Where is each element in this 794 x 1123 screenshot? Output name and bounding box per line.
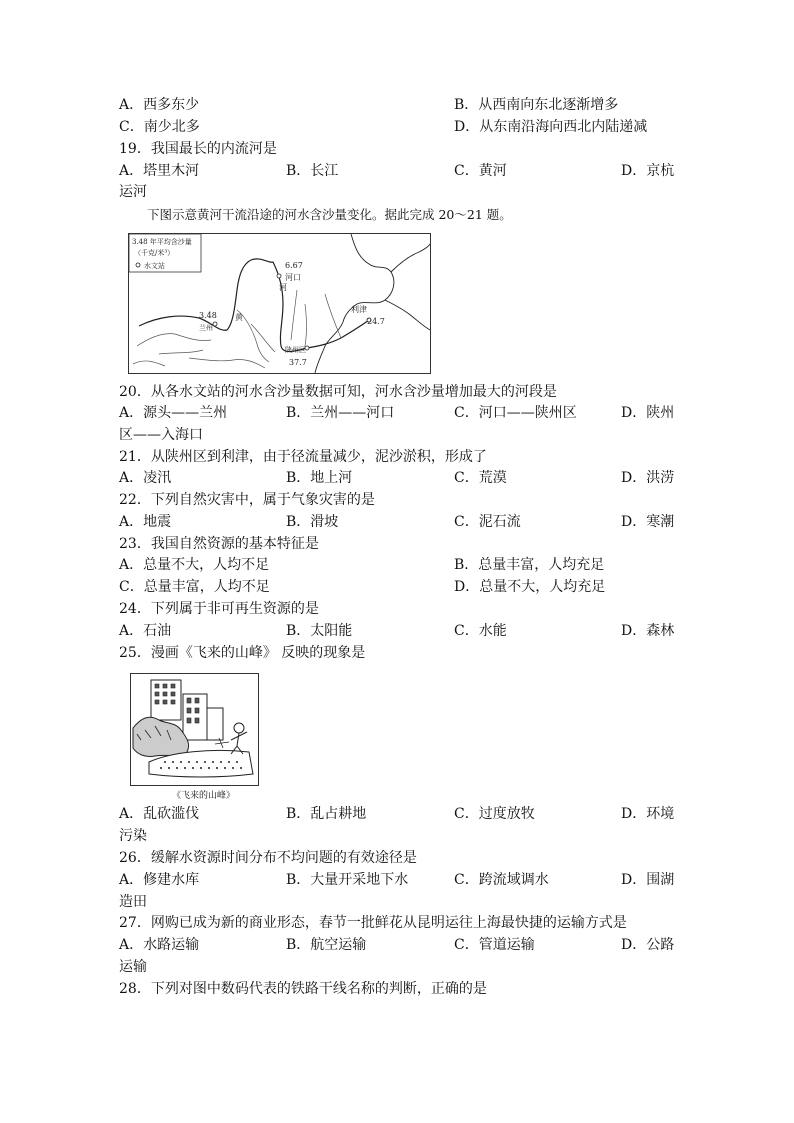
q27-option-c: C．管道运输 [454,937,535,953]
map-legend-unit: （千克/米³） [134,249,175,257]
q23-stem: 23．我国自然资源的基本特征是 [119,536,319,552]
q25-option-a: A．乱砍滥伐 [119,806,200,822]
tributary-5 [305,304,307,346]
value-lanzhou: 3.48 [199,311,217,320]
q23-option-b: B．总量丰富，人均充足 [454,557,605,573]
tributary-1 [137,334,211,346]
q27-stem: 27．网购已成为新的商业形态，春节一批鲜花从昆明运往上海最快捷的运输方式是 [119,915,627,931]
q19-stem: 19．我国最长的内流河是 [119,141,277,157]
q18-option-a: A．西多东少 [119,97,200,113]
q25-option-c: C．过度放牧 [454,806,535,822]
q21-stem: 21．从陕州区到利津，由于径流量减少，泥沙淤积，形成了 [119,449,487,465]
yellow-river-sediment-map [128,233,431,374]
q22-option-d: D．寒潮 [621,514,675,530]
label-huang: 黄 [235,313,243,322]
q22-option-a: A．地震 [119,514,172,530]
q26-option-d-continued: 造田 [119,894,147,910]
station-hekou-icon [277,274,281,278]
q23-option-a: A．总量不大，人均不足 [119,557,270,573]
q25-stem: 25．漫画《飞来的山峰》 反映的现象是 [119,645,366,661]
q21-option-b: B．地上河 [286,470,353,486]
coastline [315,234,394,373]
value-shanzhou: 37.7 [289,358,307,367]
value-lijin: 24.7 [367,317,385,326]
label-shanzhou: 陕州区 [285,346,306,354]
cartoon-drawing [131,674,258,785]
q25-option-b: B．乱占耕地 [286,806,367,822]
q27-option-a: A．水路运输 [119,937,200,953]
q26-option-a: A．修建水库 [119,872,200,888]
q24-option-b: B．太阳能 [286,623,353,639]
q25-option-d-continued: 污染 [119,828,147,844]
q28-stem: 28．下列对图中数码代表的铁路干线名称的判断，正确的是 [119,981,487,997]
q18-option-c: C．南少北多 [119,119,200,135]
flying-mountain [133,717,189,756]
q19-option-a: A．塔里木河 [119,163,200,179]
q18-option-b: B．从西南向东北逐渐增多 [454,97,619,113]
q25-option-d: D．环境 [621,806,675,822]
map-legend-title: 3.48 年平均含沙量 [132,238,192,246]
cartoon-caption: 《飞来的山峰》 [172,791,236,801]
label-lijin: 利津 [351,305,367,314]
yellow-river [139,259,369,352]
tributary-7 [325,294,341,338]
q24-option-c: C．水能 [454,623,507,639]
q19-option-d-continued: 运河 [119,184,147,200]
building-right [207,708,223,740]
q27-option-d: D．公路 [621,937,675,953]
q26-option-c: C．跨流域调水 [454,872,549,888]
label-hekou: 河口 [285,273,301,282]
q21-option-c: C．荒漠 [454,470,507,486]
q22-option-c: C．泥石流 [454,514,521,530]
q27-option-b: B．航空运输 [286,937,367,953]
q20-option-b: B．兰州——河口 [286,405,395,421]
tributary-3 [133,361,165,366]
tributary-fen [291,290,297,340]
q22-stem: 22．下列自然灾害中，属于气象灾害的是 [119,492,375,508]
q18-option-d: D．从东南沿海向西北内陆递减 [454,119,648,135]
q23-option-c: C．总量丰富，人均不足 [119,579,270,595]
q19-option-c: C．黄河 [454,163,507,179]
q26-option-b: B．大量开采地下水 [286,872,409,888]
q20-option-a: A．源头——兰州 [119,405,228,421]
q27-option-d-continued: 运输 [119,959,147,975]
q26-option-d: D．围湖 [621,872,675,888]
station-lanzhou-icon [213,322,217,326]
cartoon-flying-mountain [130,673,259,786]
q20-stem: 20．从各水文站的河水含沙量数据可知，河水含沙量增加最大的河段是 [119,384,557,400]
q21-option-d: D．洪涝 [621,470,675,486]
label-lanzhou: 兰州 [199,324,213,332]
q23-option-d: D．总量不大，人均充足 [454,579,606,595]
tributary-4 [251,324,275,352]
map-legend-station: 水文站 [144,262,165,270]
label-he: 河 [279,283,287,292]
q22-option-b: B．滑坡 [286,514,339,530]
farmer-head [234,723,244,733]
coastline-north [391,244,430,272]
q20-option-d: D．陕州 [621,405,675,421]
q24-option-d: D．森林 [621,623,675,639]
q26-stem: 26．缓解水资源时间分布不均问题的有效途径是 [119,850,417,866]
q20-option-d-continued: 区——入海口 [119,427,203,443]
q24-option-a: A．石油 [119,623,172,639]
q20-option-c: C．河口——陕州区 [454,405,577,421]
tributary-2 [159,350,203,354]
value-hekou: 6.67 [285,261,303,270]
tributary-6 [189,358,265,368]
q24-stem: 24．下列属于非可再生资源的是 [119,601,319,617]
map-drawing [129,234,430,373]
q19-option-b: B．长江 [286,163,339,179]
peninsula-coast [385,300,430,330]
q21-option-a: A．凌汛 [119,470,172,486]
intro-20-21: 下图示意黄河干流沿途的河水含沙量变化。据此完成 20～21 题。 [147,207,512,222]
q19-option-d: D．京杭 [621,163,675,179]
